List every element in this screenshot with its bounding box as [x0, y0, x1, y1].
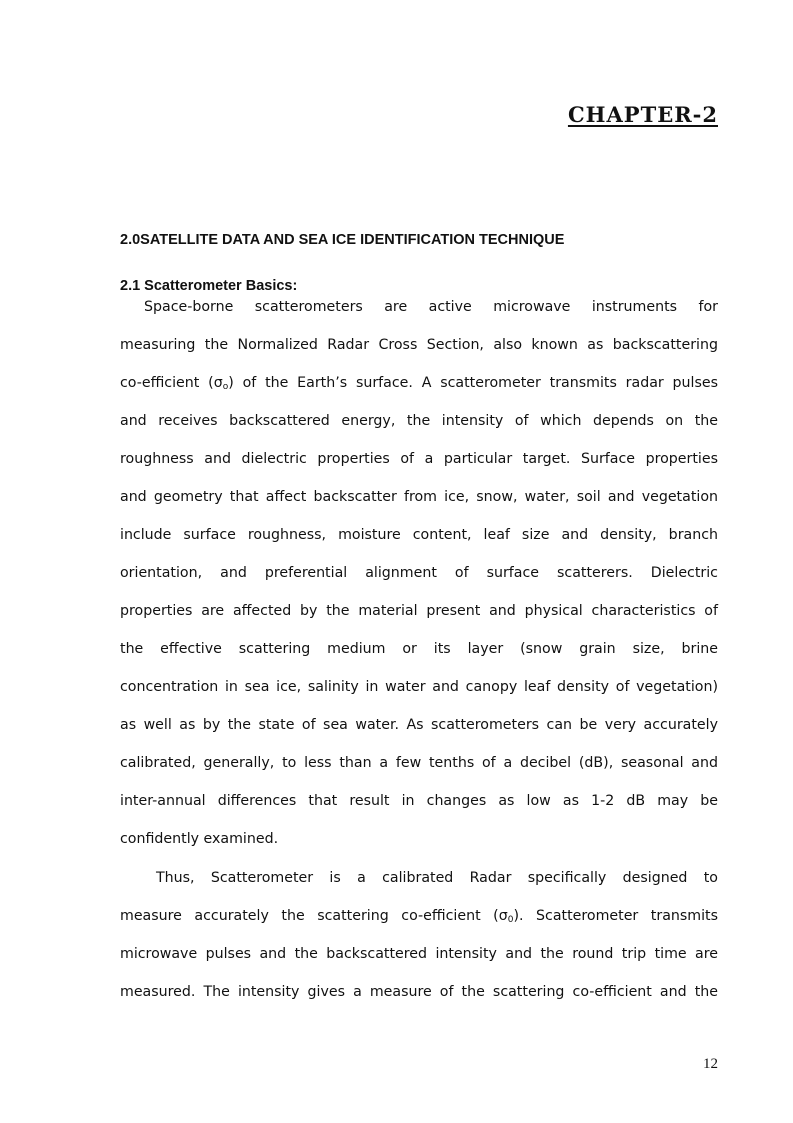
text-line: and receives backscattered energy, the intensity of which depends on the: [120, 413, 718, 429]
text-line: measuring the Normalized Radar Cross Section, also known as backscattering: [120, 337, 718, 353]
text-line: and geometry that affect backscatter from ice, snow, water, soil and vegetation: [120, 489, 718, 505]
text-line: roughness and dielectric properties of a particular target. Surface properties: [120, 451, 718, 467]
text-line: calibrated, generally, to less than a few tenths of a decibel (dB), seasonal and: [120, 755, 718, 771]
section-heading: 2.0SATELLITE DATA AND SEA ICE IDENTIFICATION TECHNIQUE: [120, 232, 565, 248]
text-line: confidently examined.: [120, 831, 279, 847]
text-line: include surface roughness, moisture content, leaf size and density, branch: [120, 527, 718, 543]
sigma-term: co-efficient (σ: [120, 375, 223, 391]
text-line: properties are affected by the material present and physical characteristics of: [120, 603, 718, 619]
text-line: orientation, and preferential alignment of surface scatterers. Dielectric: [120, 565, 718, 581]
text-line: [120, 897, 718, 935]
text-line: [120, 364, 718, 402]
text-line: Space-borne scatterometers are active microwave instruments for: [144, 299, 718, 315]
subscript: o: [222, 382, 229, 392]
line-remainder: ). Scatterometer transmits: [513, 908, 718, 924]
chapter-heading: CHAPTER-2: [567, 102, 718, 127]
text-line: concentration in sea ice, salinity in water and canopy leaf density of vegetation): [120, 679, 718, 695]
line-remainder: of the Earth’s surface. A scatterometer transmits radar pulses: [242, 375, 719, 391]
subsection-heading: 2.1 Scatterometer Basics:: [120, 278, 298, 294]
text-line: inter-annual differences that result in changes as low as 1-2 dB may be: [120, 793, 718, 809]
text-line: the effective scattering medium or its layer (snow grain size, brine: [120, 641, 718, 657]
text-line: Thus, Scatterometer is a calibrated Radar specifically designed to: [156, 870, 718, 886]
page-number: 12: [703, 1056, 718, 1072]
paragraph-scatterometer-basics: [120, 288, 718, 858]
sigma-close: ): [228, 375, 234, 391]
sigma-term: measure accurately the scattering co-efficient (σ: [120, 908, 508, 924]
text-line: measured. The intensity gives a measure of the scattering co-efficient and the: [120, 984, 718, 1000]
paragraph-calibrated-radar: [120, 859, 718, 1011]
text-line: microwave pulses and the backscattered intensity and the round trip time are: [120, 946, 718, 962]
subscript: 0: [507, 915, 514, 925]
text-line: as well as by the state of sea water. As scatterometers can be very accurately: [120, 717, 718, 733]
